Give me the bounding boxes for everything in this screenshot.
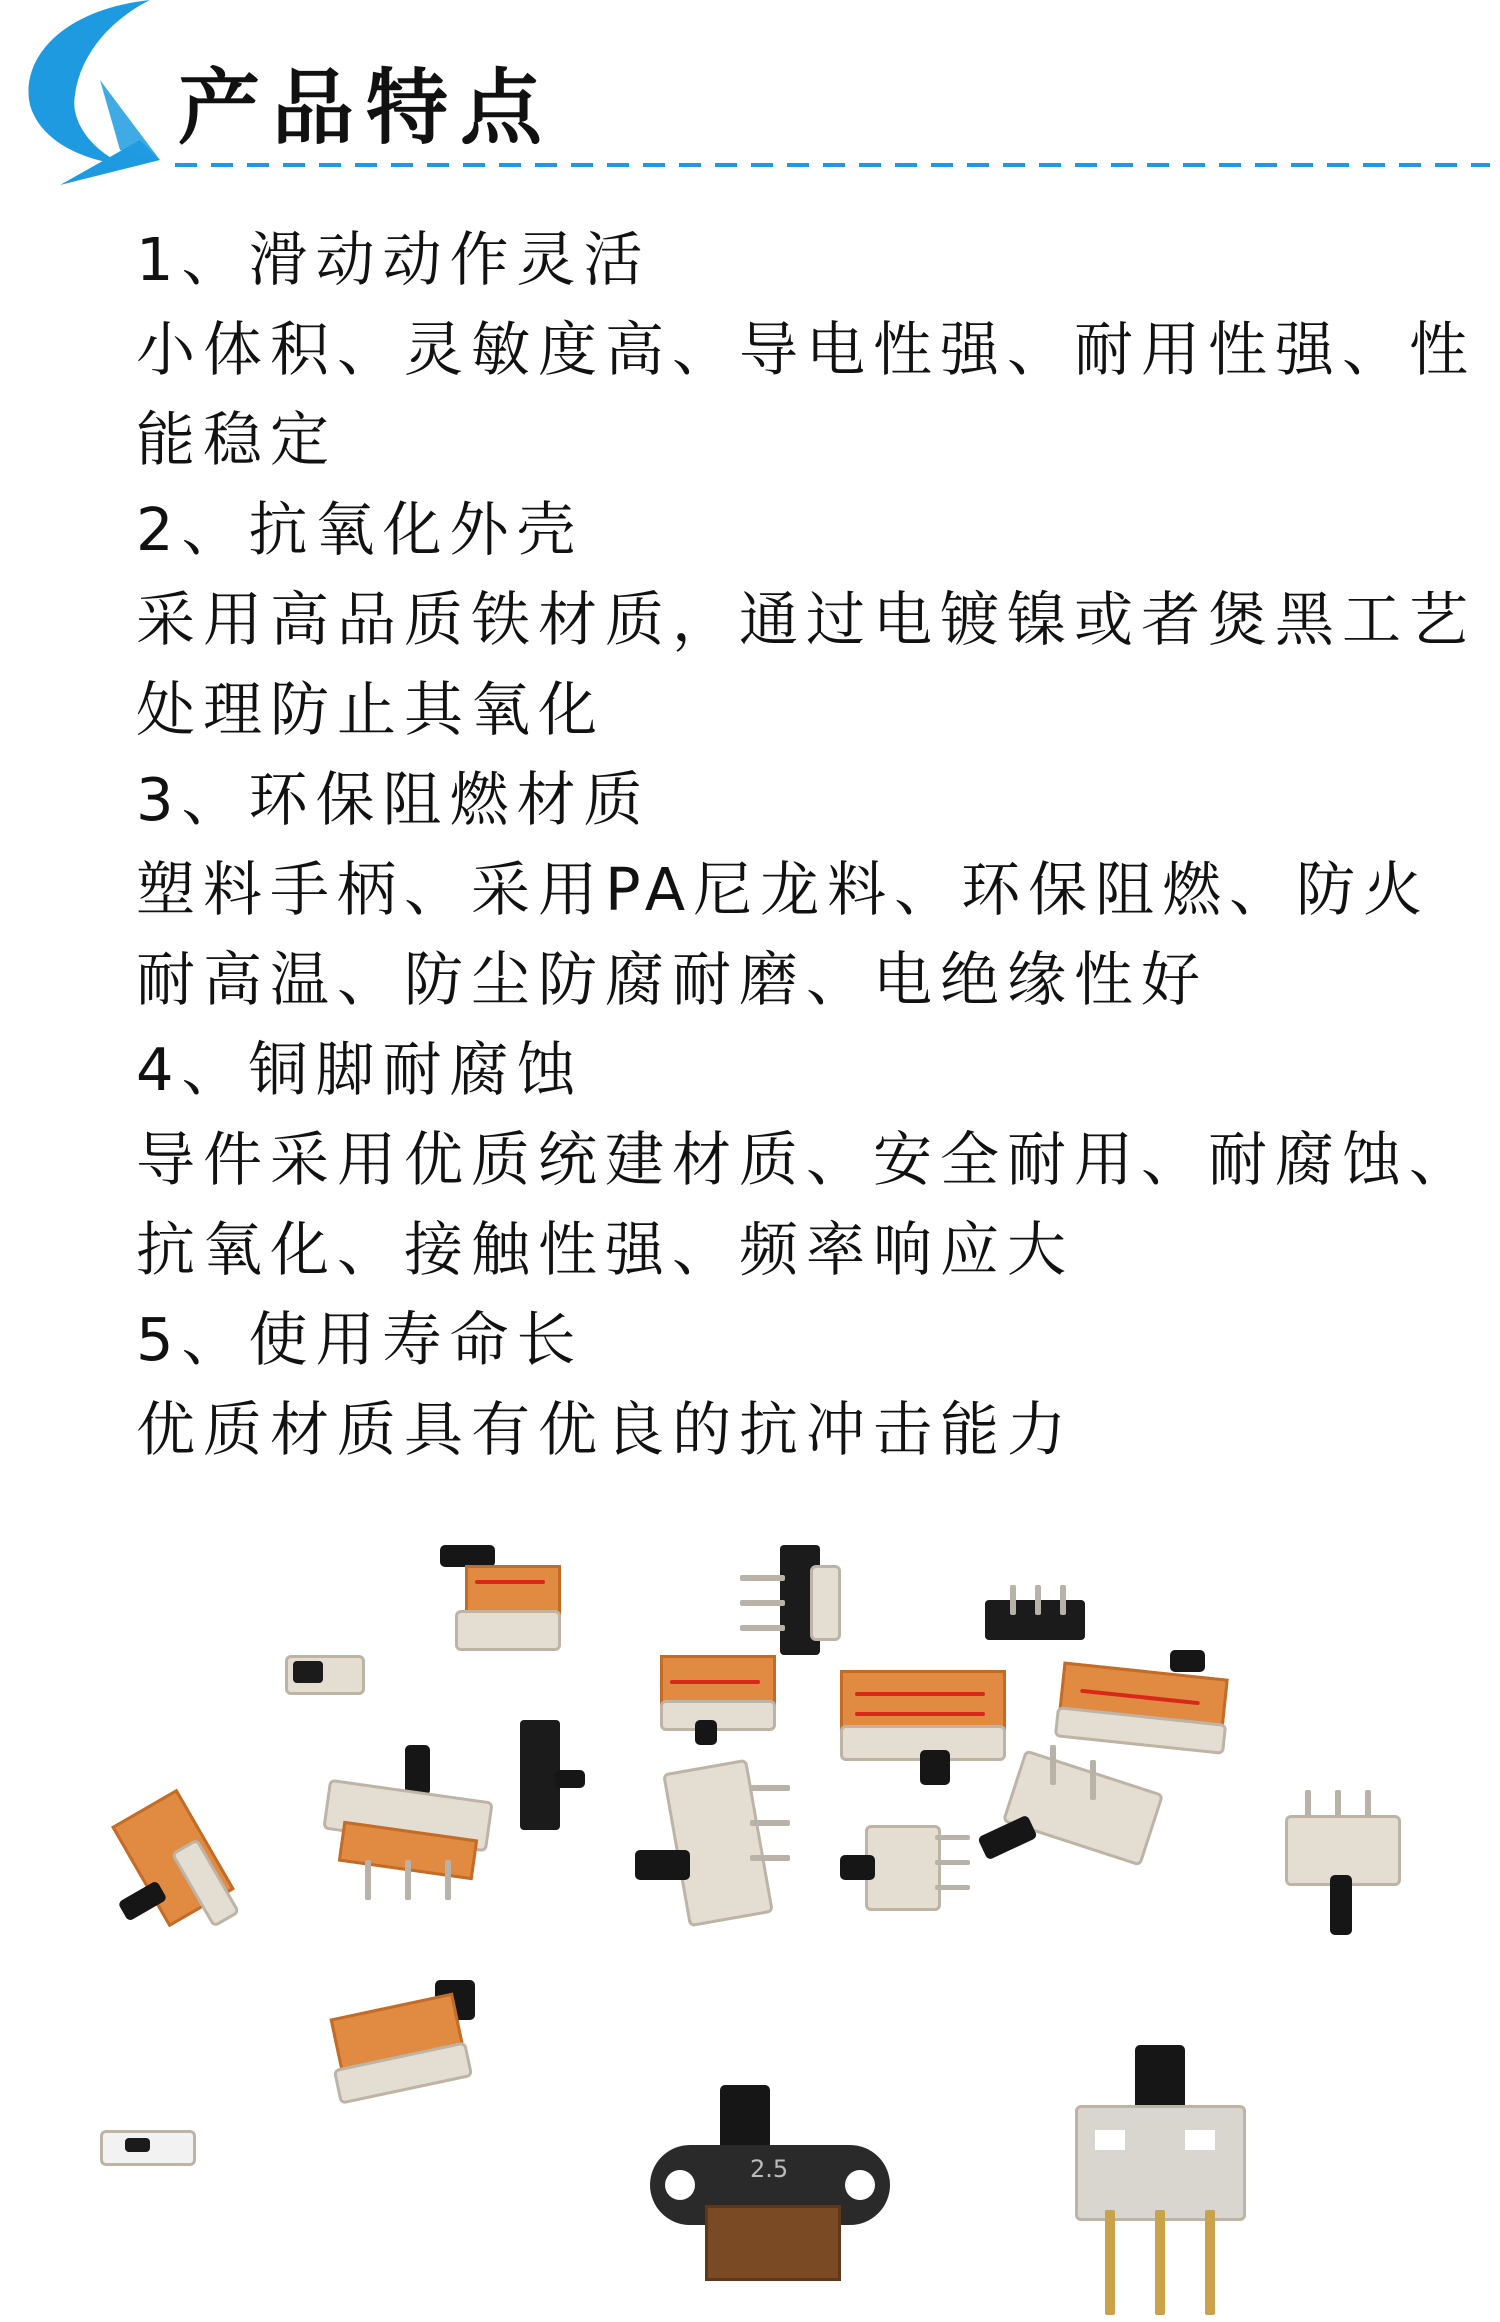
feature-heading: 1、滑动动作灵活: [136, 225, 651, 294]
feature-heading: 5、使用寿命长: [136, 1305, 584, 1374]
feature-item: [136, 485, 1476, 755]
slide-switch: [100, 2120, 200, 2170]
feature-item: [136, 215, 1476, 485]
feature-item: [136, 755, 1476, 1025]
slide-switch: [115, 1790, 255, 1930]
switch-marking: 2.5: [750, 2155, 789, 2183]
feature-list: [136, 215, 1476, 1475]
slide-switch: [1050, 1650, 1230, 1750]
slide-switch: [520, 1720, 590, 1830]
feature-heading: 2、抗氧化外壳: [136, 495, 584, 564]
slide-switch: [650, 2085, 890, 2315]
slide-switch: [285, 1655, 365, 1695]
feature-item: [136, 1025, 1476, 1295]
slide-switch: [840, 1810, 980, 1910]
feature-heading: 3、环保阻燃材质: [136, 765, 651, 834]
slide-switch: [1285, 1790, 1405, 1940]
feature-description: 塑料手柄、采用PA尼龙料、环保阻燃、防火耐高温、防尘防腐耐磨、电绝缘性好: [136, 855, 1431, 1014]
feature-description: 采用高品质铁材质，通过电镀镍或者煲黑工艺处理防止其氧化: [136, 585, 1477, 744]
slide-switch: [1075, 2045, 1245, 2315]
feature-description: 优质材质具有优良的抗冲击能力: [136, 1395, 1075, 1464]
slide-switch: [985, 1585, 1095, 1645]
slide-switch: [980, 1740, 1170, 1900]
section-title: 产品特点: [178, 61, 555, 156]
product-photo: [0, 1490, 1500, 2322]
feature-description: 小体积、灵敏度高、导电性强、耐用性强、性能稳定: [136, 315, 1477, 474]
slide-switch: [315, 1745, 495, 1905]
feature-heading: 4、铜脚耐腐蚀: [136, 1035, 584, 1104]
slide-switch: [440, 1540, 560, 1650]
slide-switch: [660, 1655, 780, 1745]
slide-switch: [635, 1765, 795, 1935]
slide-switch: [740, 1545, 850, 1665]
feature-item: [136, 1295, 1476, 1475]
section-header: [0, 0, 1500, 200]
slide-switch: [335, 1980, 505, 2100]
feature-description: 导件采用优质统建材质、安全耐用、耐腐蚀、抗氧化、接触性强、频率响应大: [136, 1125, 1477, 1284]
